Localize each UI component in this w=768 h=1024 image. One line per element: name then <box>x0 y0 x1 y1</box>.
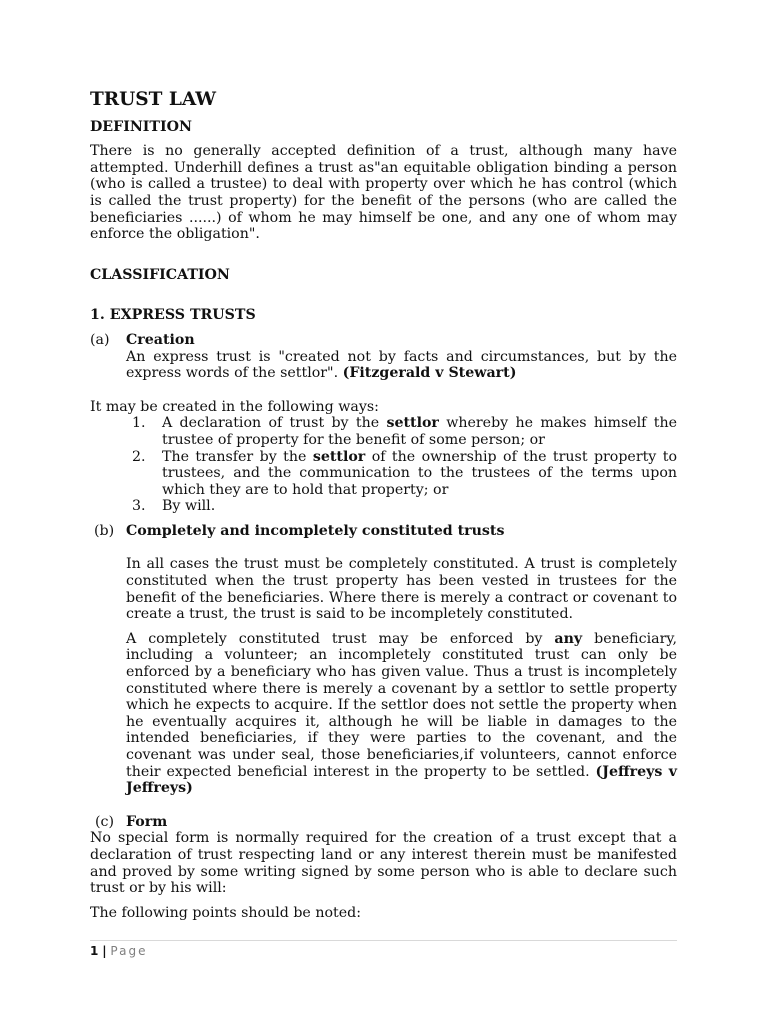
classification-heading: CLASSIFICATION <box>90 266 230 283</box>
list-number: 2. <box>132 448 146 465</box>
paragraph-text: A completely constituted trust may be enforced by <box>126 630 555 647</box>
list-bold: settlor <box>312 448 366 465</box>
page-separator: | <box>102 944 107 958</box>
definition-heading: DEFINITION <box>90 118 192 135</box>
constitution-case: (Jeffreys v Jeffreys) <box>126 763 677 797</box>
list-item <box>90 498 677 515</box>
creation-case: (Fitzgerald v Stewart) <box>342 365 517 382</box>
creation-heading: Creation <box>126 331 195 348</box>
constitution-heading: Completely and incompletely constituted trusts <box>126 522 505 539</box>
page-word: Page <box>110 944 148 958</box>
list-item <box>90 415 677 448</box>
list-text: By will. <box>162 498 216 515</box>
form-heading: Form <box>126 813 168 830</box>
creation-text: An express trust is "created not by facts and circumstances, but by the express words of the settlor". <box>126 348 677 382</box>
definition-paragraph: There is no generally accepted definition of a trust, although many have attempted. Underhill defines a trust as"an equitable obligation binding a person (who is called a trustee) to deal with property over which he has control (which is called the trust property) for the benefit of the persons (who are called the beneficiaries ......) of whom he may himself be one, and any one of whom may enforce the obligation". <box>90 143 677 243</box>
list-number: 3. <box>132 498 146 515</box>
creation-label: (a) <box>90 331 110 348</box>
constitution-subheading <box>90 523 677 540</box>
form-subheading <box>90 814 677 831</box>
list-text: A declaration of trust by the <box>162 415 387 432</box>
ways-list <box>90 415 677 515</box>
form-paragraph: No special form is normally required for the creation of a trust except that a declaration of trust respecting land or any interest therein must be manifested and proved by some writing signed by some person who is able to declare such trust or by his will: <box>90 830 677 897</box>
constitution-paragraph-2 <box>90 631 677 797</box>
page-footer <box>90 940 677 958</box>
form-points: The following points should be noted: <box>90 904 361 921</box>
list-number: 1. <box>132 415 146 432</box>
list-text: of the ownership of the trust property to trustees, and the communication to the trustees of the terms upon which they are to hold that property; or <box>162 448 677 498</box>
list-text: whereby he makes himself the trustee of property for the benefit of some person; or <box>162 415 677 448</box>
ways-intro: It may be created in the following ways: <box>90 398 379 415</box>
list-text: The transfer by the <box>162 448 313 465</box>
creation-subheading <box>90 332 677 349</box>
list-item <box>90 449 677 499</box>
constitution-paragraph-1: In all cases the trust must be completely constituted. A trust is completely constituted when the trust property has been vested in trustees for the benefit of the beneficiaries. Where there is merely a contract or covenant to create a trust, the trust is said to be incompletely constituted. <box>126 556 677 623</box>
form-label: (c) <box>95 813 115 830</box>
constitution-label: (b) <box>94 522 115 539</box>
paragraph-bold: any <box>554 630 583 647</box>
page-number: 1 <box>90 944 99 958</box>
express-trusts-heading: 1. EXPRESS TRUSTS <box>90 307 256 324</box>
paragraph-text: beneficiary, including a volunteer; an incompletely constituted trust can only be enforced by a beneficiary who has given value. Thus a trust is incompletely constituted where there is merely a covenant by a settlor to settle property which he expects to acquire. If the settlor does not settle the property when he eventually acquires it, although he will be liable in damages to the intended beneficiaries, if they were parties to the covenant, and the covenant was under seal, those beneficiaries,if volunteers, cannot enforce their expected beneficial interest in the property to be settled. <box>126 630 677 780</box>
list-bold: settlor <box>386 415 439 432</box>
creation-paragraph <box>90 349 677 382</box>
document-title: TRUST LAW <box>90 89 217 110</box>
document-page <box>90 89 677 921</box>
